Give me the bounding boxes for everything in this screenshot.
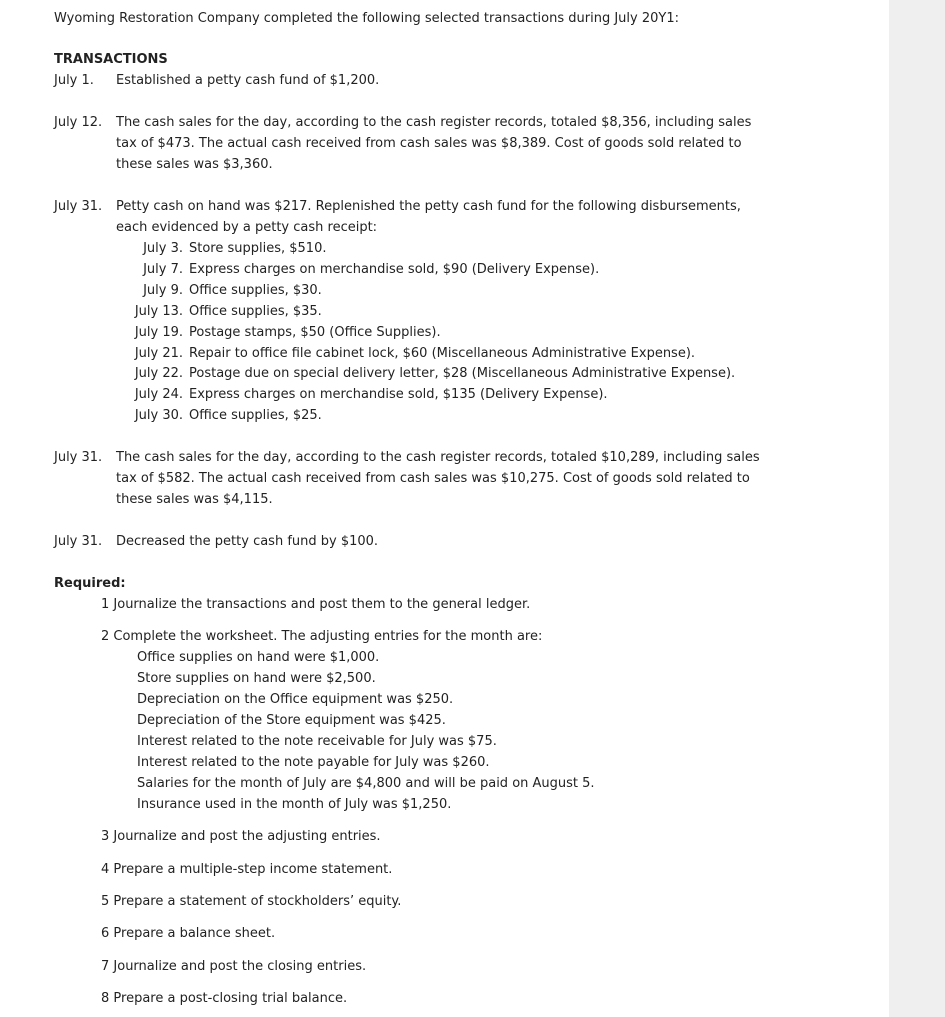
transaction-date: July 31. [54,450,103,465]
required-item: 7 Journalize and post the closing entries. [101,959,367,974]
required-item: 2 Complete the worksheet. The adjusting entries for the month are: [101,629,543,644]
transaction-line: Established a petty cash fund of $1,200. [116,73,380,88]
disbursement-text: Postage stamps, $50 (Office Supplies). [189,325,441,340]
adjustment-item: Interest related to the note receivable for July was $75. [137,734,497,749]
disbursement-text: Store supplies, $510. [189,241,327,256]
adjustment-item: Office supplies on hand were $1,000. [137,650,380,665]
disbursement-text: Repair to office file cabinet lock, $60 (Miscellaneous Administrative Expense). [189,346,696,361]
transaction-date: July 31. [54,199,103,214]
disbursement-text: Office supplies, $25. [189,408,322,423]
disbursement-text: Office supplies, $35. [189,304,322,319]
transactions-heading: TRANSACTIONS [54,52,168,67]
adjustment-item: Insurance used in the month of July was $1,250. [137,797,452,812]
side-panel [889,0,945,1017]
adjustment-item: Depreciation of the Store equipment was $425. [137,713,446,728]
intro-text: Wyoming Restoration Company completed the following selected transactions during July 20Y1: [54,11,679,26]
required-heading: Required: [54,576,126,591]
required-item: 1 Journalize the transactions and post them to the general ledger. [101,597,531,612]
required-item: 5 Prepare a statement of stockholders’ equity. [101,894,402,909]
required-item: 4 Prepare a multiple-step income statement. [101,862,393,877]
transaction-line: these sales was $3,360. [116,157,273,172]
required-item: 6 Prepare a balance sheet. [101,926,276,941]
transaction-line: The cash sales for the day, according to the cash register records, totaled $10,289, including sales [116,450,760,465]
disbursement-text: Postage due on special delivery letter, $28 (Miscellaneous Administrative Expense). [189,366,736,381]
adjustment-item: Salaries for the month of July are $4,800 and will be paid on August 5. [137,776,595,791]
disbursement-date: July 3. [143,241,183,256]
disbursement-date: July 13. [134,304,183,319]
disbursement-date: July 22. [134,366,183,381]
transaction-date: July 31. [54,534,103,549]
disbursement-date: July 7. [143,262,183,277]
adjustment-item: Store supplies on hand were $2,500. [137,671,376,686]
adjustment-item: Depreciation on the Office equipment was $250. [137,692,454,707]
disbursement-date: July 9. [143,283,183,298]
transaction-line: Decreased the petty cash fund by $100. [116,534,379,549]
disbursement-text: Express charges on merchandise sold, $135 (Delivery Expense). [189,387,608,402]
disbursement-date: July 24. [134,387,183,402]
disbursement-text: Office supplies, $30. [189,283,322,298]
adjustment-item: Interest related to the note payable for July was $260. [137,755,490,770]
required-item: 8 Prepare a post-closing trial balance. [101,991,348,1006]
transaction-date: July 1. [54,73,94,88]
transaction-date: July 12. [54,115,103,130]
transaction-line: each evidenced by a petty cash receipt: [116,220,378,235]
transaction-line: these sales was $4,115. [116,492,273,507]
transaction-line: tax of $473. The actual cash received from cash sales was $8,389. Cost of goods sold related to [116,136,742,151]
disbursement-date: July 21. [134,346,183,361]
disbursement-date: July 30. [134,408,183,423]
disbursement-date: July 19. [134,325,183,340]
disbursement-text: Express charges on merchandise sold, $90 (Delivery Expense). [189,262,600,277]
transaction-line: Petty cash on hand was $217. Replenished the petty cash fund for the following disbursements, [116,199,741,214]
transaction-line: tax of $582. The actual cash received from cash sales was $10,275. Cost of goods sold related to [116,471,750,486]
transaction-line: The cash sales for the day, according to the cash register records, totaled $8,356, including sales [116,115,752,130]
required-item: 3 Journalize and post the adjusting entries. [101,829,381,844]
